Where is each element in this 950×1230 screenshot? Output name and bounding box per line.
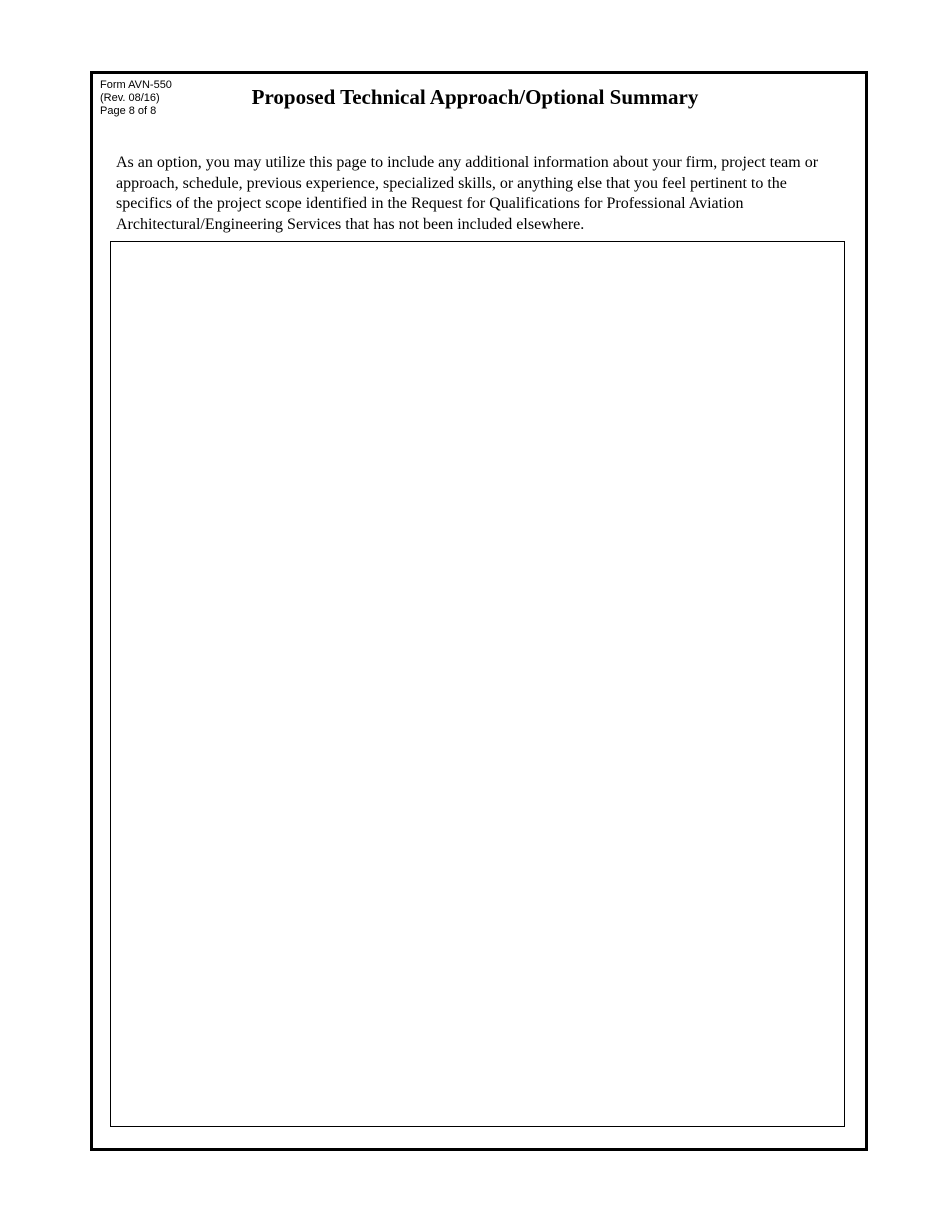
form-revision: (Rev. 08/16) — [100, 92, 160, 104]
instructions-text: As an option, you may utilize this page to include any additional information about your firm, project team or approach, schedule, previous experience, specialized skills, or anything else that you feel pertinent to the specifics of the project scope identified in the Request for Qualifications for Professional Aviation Architectural/Engineering Services that has not been included elsewhere. — [116, 154, 819, 233]
response-area[interactable] — [110, 241, 845, 1127]
form-number: Form AVN-550 — [100, 79, 172, 91]
page-number: Page 8 of 8 — [100, 105, 157, 117]
page-title: Proposed Technical Approach/Optional Summary — [251, 85, 699, 109]
form-info — [100, 79, 172, 118]
